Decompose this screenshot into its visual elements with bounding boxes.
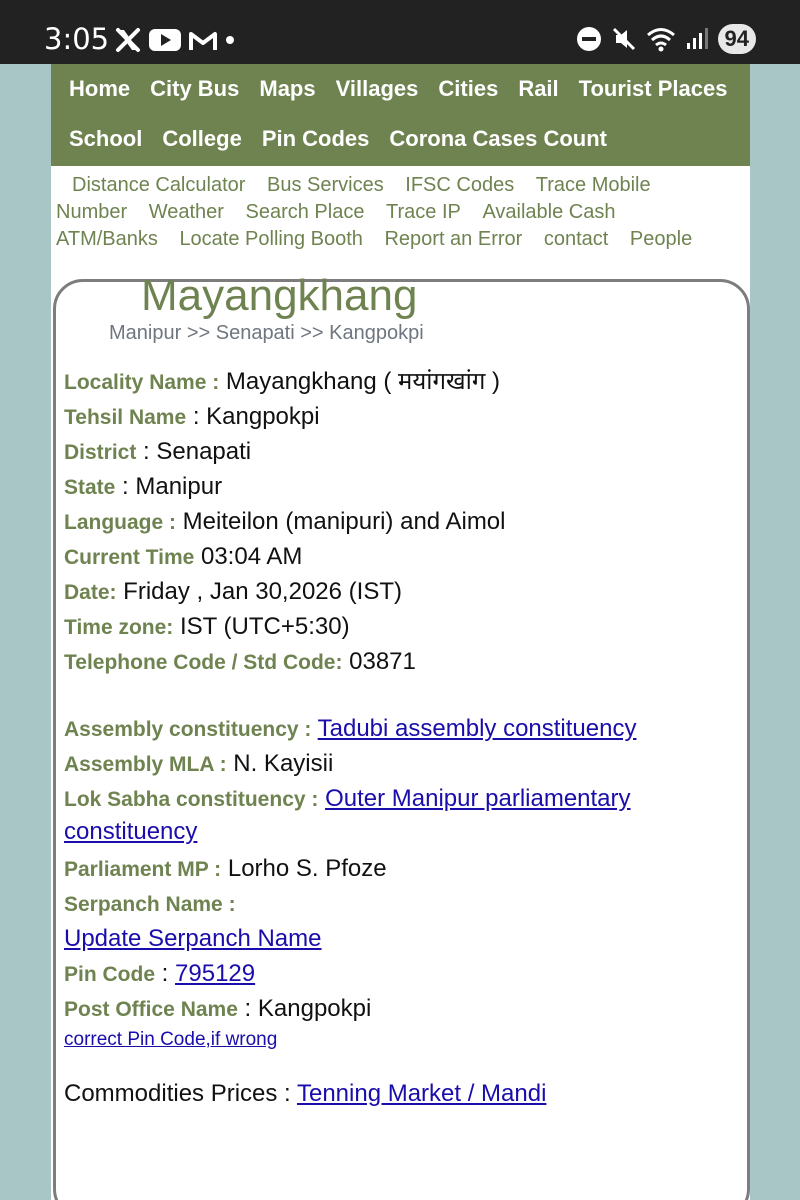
subnav-search-place[interactable]: Search Place [245,201,365,223]
mla-value: N. Kayisii [226,750,334,777]
commodities-market-link[interactable]: Tenning Market / Mandi [296,1080,547,1107]
district-label: District [64,441,137,464]
language-row [64,506,744,541]
district-value: : Senapati [136,438,252,465]
subnav-locate-polling-booth[interactable]: Locate Polling Booth [179,228,363,250]
signal-icon [685,27,709,51]
subnav-line-2 [56,199,744,226]
assembly-constituency-link[interactable]: Tadubi assembly constituency [317,715,637,742]
pin-code-row [64,958,744,993]
nav-pin-codes[interactable]: Pin Codes [261,126,370,151]
mp-value: Lorho S. Pfoze [221,855,387,882]
current-time-label: Current Time [64,546,195,569]
x-logo-icon [115,27,141,53]
nav-maps[interactable]: Maps [259,76,316,101]
nav-tourist-places[interactable]: Tourist Places [578,76,728,101]
locality-label: Locality Name : [64,371,220,394]
assembly-row [64,713,744,748]
gmail-icon [189,28,217,52]
nav-college[interactable]: College [162,126,242,151]
std-code-label: Telephone Code / Std Code: [64,651,343,674]
update-serpanch-row [64,923,744,958]
tehsil-label: Tehsil Name [64,406,187,429]
system-icons [576,22,756,56]
serpanch-row [64,888,744,923]
status-bar [0,0,800,64]
tehsil-value: : Kangpokpi [186,403,320,430]
subnav-atm-banks[interactable]: ATM/Banks [56,228,158,250]
nav-home[interactable]: Home [69,76,131,101]
std-code-row [64,646,744,681]
locality-row [64,366,744,401]
breadcrumb: Manipur >> Senapati >> Kangpokpi [109,322,424,344]
assembly-label: Assembly constituency : [64,718,312,741]
wifi-icon [646,26,676,52]
post-office-value: : Kangpokpi [237,995,372,1022]
subnav-ifsc-codes[interactable]: IFSC Codes [405,174,515,196]
subnav-available-cash[interactable]: Available Cash [482,201,616,223]
subnav-line-1 [56,172,744,199]
subnav-weather[interactable]: Weather [148,201,224,223]
do-not-disturb-icon [576,26,602,52]
std-code-value: 03871 [342,648,416,675]
top-navigation [51,64,750,166]
subnav-line-3 [56,226,744,253]
timezone-label: Time zone: [64,616,174,639]
timezone-row [64,611,744,646]
state-row [64,471,744,506]
dot-icon [225,35,235,45]
locality-card [53,271,750,1200]
battery-indicator: 94 [718,24,756,54]
language-label: Language : [64,511,177,534]
pin-code-link[interactable]: 795129 [175,960,256,987]
post-office-row [64,993,744,1028]
subnav-bus-services[interactable]: Bus Services [266,174,384,196]
pin-code-separator: : [155,960,176,987]
lok-sabha-constituency-link[interactable]: Outer Manipur parliamentary constituency [64,785,631,845]
current-time-value: 03:04 AM [194,543,303,570]
nav-rail[interactable]: Rail [518,76,559,101]
subnav-trace-ip[interactable]: Trace IP [386,201,461,223]
nav-cities[interactable]: Cities [438,76,499,101]
locality-details [64,366,744,1110]
date-row [64,576,744,611]
nav-row-2 [69,114,740,164]
subnav-distance-calculator[interactable]: Distance Calculator [72,174,246,196]
web-page [51,64,750,1200]
commodities-row [64,1078,744,1110]
notification-icons [115,24,235,56]
page-title: Mayangkhang [141,271,418,320]
mute-icon [611,26,637,52]
spacer [64,681,744,713]
correct-pin-row [64,1028,744,1078]
date-value: Friday , Jan 30,2026 (IST) [116,578,402,605]
mp-row [64,853,744,888]
mp-label: Parliament MP : [64,858,222,881]
current-time-row [64,541,744,576]
nav-city-bus[interactable]: City Bus [150,76,240,101]
correct-pin-link[interactable]: correct Pin Code,if wrong [64,1029,278,1050]
language-value: Meiteilon (manipuri) and Aimol [176,508,506,535]
clock: 3:05 [44,22,110,56]
pin-code-label: Pin Code [64,963,156,986]
subnav-trace-mobile[interactable]: Trace Mobile [535,174,651,196]
secondary-navigation [51,166,750,253]
lok-sabha-label: Lok Sabha constituency : [64,788,319,811]
date-label: Date: [64,581,117,604]
subnav-trace-mobile-number[interactable]: Number [56,201,128,223]
subnav-contact[interactable]: contact [543,228,609,250]
locality-value: Mayangkhang ( मयांगखांग ) [219,368,501,395]
nav-corona-cases-count[interactable]: Corona Cases Count [389,126,607,151]
nav-villages[interactable]: Villages [335,76,419,101]
update-serpanch-link[interactable]: Update Serpanch Name [64,925,322,952]
serpanch-label: Serpanch Name : [64,893,236,916]
state-value: : Manipur [115,473,223,500]
nav-row-1 [69,64,740,114]
subnav-report-error[interactable]: Report an Error [384,228,523,250]
nav-school[interactable]: School [69,126,143,151]
state-label: State [64,476,116,499]
lok-sabha-row [64,783,744,853]
mla-label: Assembly MLA : [64,753,227,776]
youtube-icon [149,28,181,52]
mla-row [64,748,744,783]
district-row [64,436,744,471]
commodities-label: Commodities Prices : [64,1080,297,1107]
tehsil-row [64,401,744,436]
subnav-people[interactable]: People [629,228,693,250]
post-office-label: Post Office Name [64,998,238,1021]
timezone-value: IST (UTC+5:30) [173,613,350,640]
